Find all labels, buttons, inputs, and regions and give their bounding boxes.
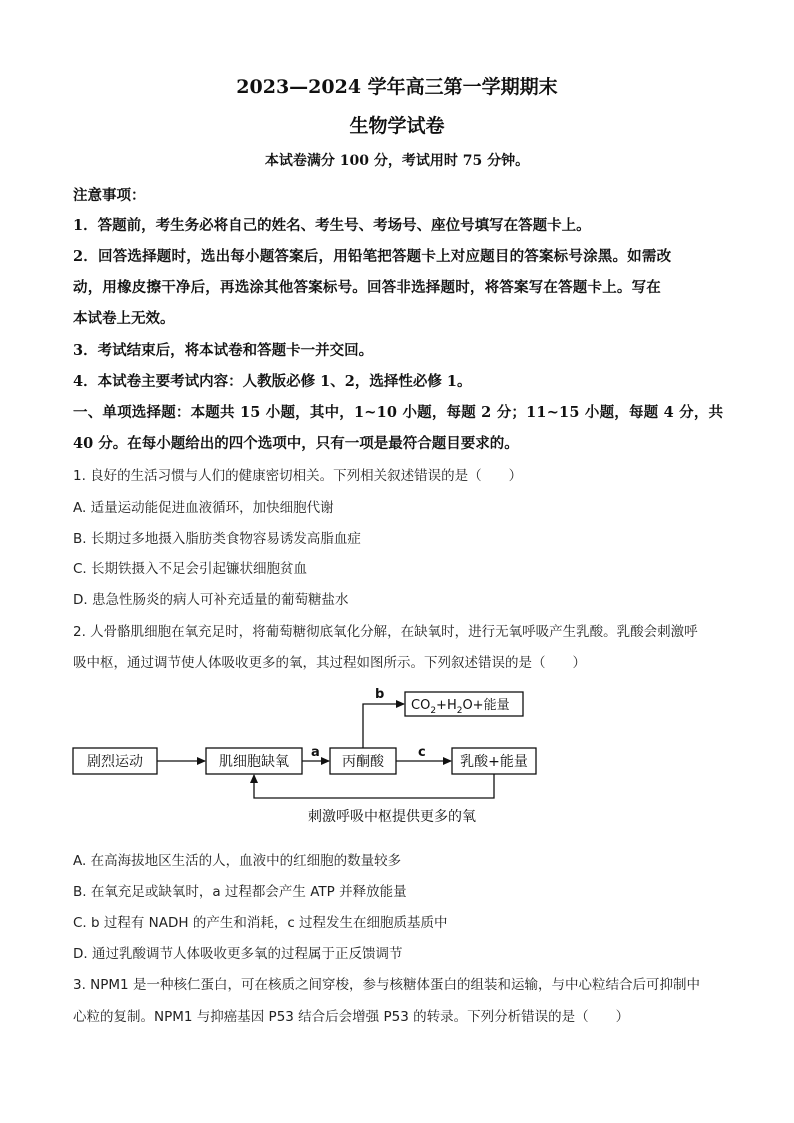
notice-item-2-line-2: 动，用橡皮擦干净后，再选涂其他答案标号。回答非选择题时，将答案写在答题卡上。写在 [73, 279, 661, 296]
label-pyruvate: 丙酮酸 [342, 754, 384, 770]
question-2-option-d: D. 通过乳酸调节人体吸收更多氧的过程属于正反馈调节 [73, 946, 403, 962]
arrow-feedback [254, 774, 494, 798]
question-2-stem-line-2: 吸中枢，通过调节使人体吸收更多的氧，其过程如图所示。下列叙述错误的是（ ） [73, 655, 586, 671]
question-1-option-c: C. 长期铁摄入不足会引起镰状细胞贫血 [73, 561, 308, 577]
notice-heading: 注意事项： [73, 187, 146, 204]
notice-item-2-line-3: 本试卷上无效。 [73, 310, 175, 327]
label-exercise: 剧烈运动 [87, 754, 143, 770]
respiration-flow-diagram [70, 682, 540, 837]
label-c: c [418, 745, 426, 760]
arrow-b [363, 704, 404, 748]
label-b: b [375, 687, 385, 702]
section-heading-line-1: 一、单项选择题：本题共 15 小题，其中，1~10 小题，每题 2 分；11~15 小题，每题 4 分，共 [73, 404, 724, 421]
notice-item-2-line-1: 2．回答选择题时，选出每小题答案后，用铅笔把答题卡上对应题目的答案标号涂黑。如需改 [73, 248, 672, 265]
question-1-option-b: B. 长期过多地摄入脂肪类食物容易诱发高脂血症 [73, 531, 361, 547]
question-1-option-a: A. 适量运动能促进血液循环，加快细胞代谢 [73, 500, 334, 516]
exam-title: 2023—2024 学年高三第一学期期末 [236, 76, 558, 98]
label-a: a [311, 745, 320, 760]
notice-item-4: 4．本试卷主要考试内容：人教版必修 1、2，选择性必修 1。 [73, 373, 472, 390]
notice-item-1: 1．答题前，考生务必将自己的姓名、考生号、考场号、座位号填写在答题卡上。 [73, 217, 591, 234]
exam-subject: 生物学试卷 [349, 115, 445, 137]
question-1-option-d: D. 患急性肠炎的病人可补充适量的葡萄糖盐水 [73, 592, 349, 608]
label-lactate: 乳酸+能量 [460, 754, 528, 770]
label-feedback: 刺激呼吸中枢提供更多的氧 [308, 809, 476, 825]
question-2-option-c: C. b 过程有 NADH 的产生和消耗，c 过程发生在细胞质基质中 [73, 915, 448, 931]
label-aerobic: $CO_2+H_2O+$能量 [411, 698, 510, 716]
question-3-stem-line-2: 心粒的复制。NPM1 与抑癌基因 P53 结合后会增强 P53 的转录。下列分析错误的是（ ） [73, 1009, 630, 1025]
label-hypoxia: 肌细胞缺氧 [219, 754, 289, 770]
notice-item-3: 3．考试结束后，将本试卷和答题卡一并交回。 [73, 342, 374, 359]
section-heading-line-2: 40 分。在每小题给出的四个选项中，只有一项是最符合题目要求的。 [73, 435, 519, 452]
question-2-stem-line-1: 2. 人骨骼肌细胞在氧充足时，将葡萄糖彻底氧化分解，在缺氧时，进行无氧呼吸产生乳酸。乳酸会刺激呼 [73, 624, 698, 640]
question-1-stem: 1. 良好的生活习惯与人们的健康密切相关。下列相关叙述错误的是（ ） [73, 468, 523, 484]
question-2-option-b: B. 在氧充足或缺氧时，a 过程都会产生 ATP 并释放能量 [73, 884, 407, 900]
exam-subtitle: 本试卷满分 100 分，考试用时 75 分钟。 [264, 153, 530, 169]
question-2-option-a: A. 在高海拔地区生活的人，血液中的红细胞的数量较多 [73, 853, 402, 869]
question-3-stem-line-1: 3. NPM1 是一种核仁蛋白，可在核质之间穿梭，参与核糖体蛋白的组装和运输，与中心粒结合后可抑制中 [73, 977, 700, 993]
